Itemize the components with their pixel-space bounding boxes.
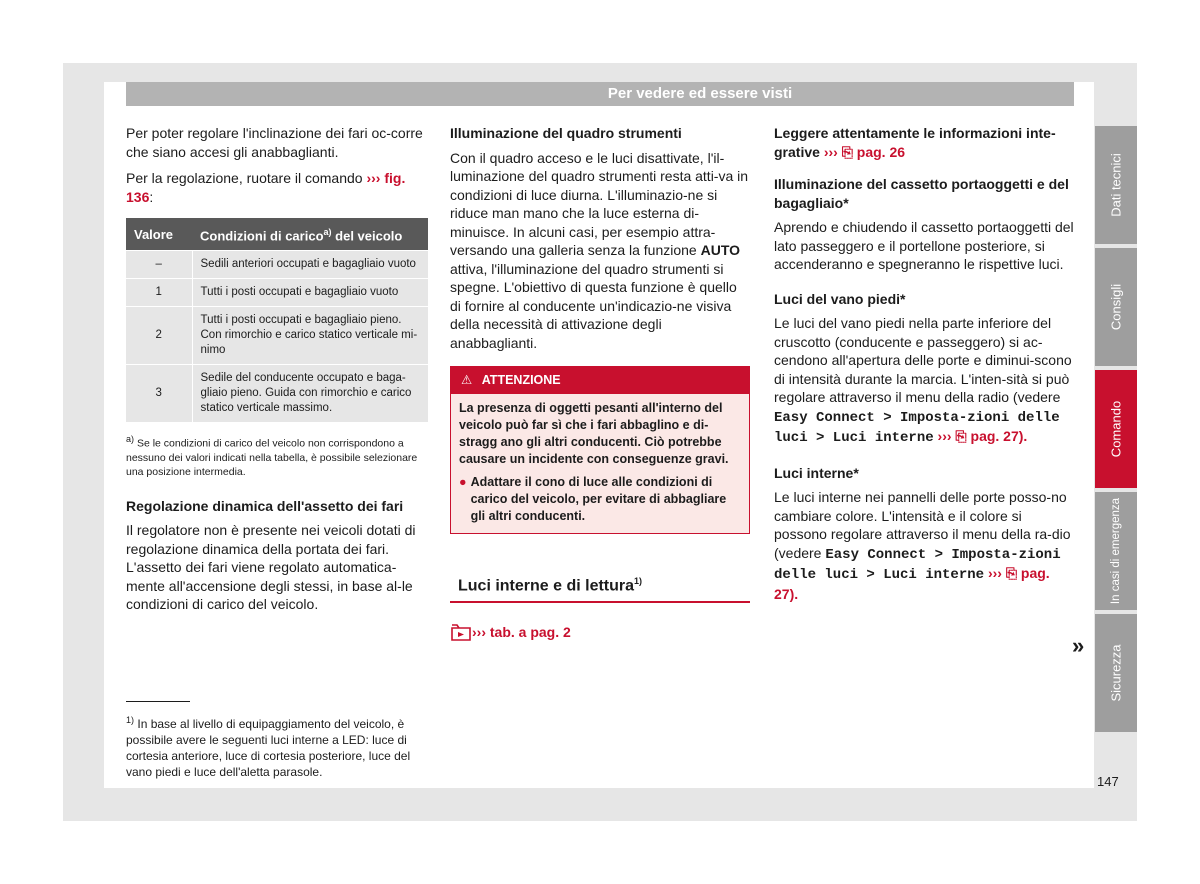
column-header-conditions: Condizioni di carico$^{a)}$ del veicolo [192, 218, 428, 251]
warning-box [450, 366, 750, 534]
table-reference [450, 623, 750, 642]
glovebox-paragraph: Aprendo e chiudendo il cassetto portaoggetti del lato passeggero e il portellone posteriore, si accenderanno e spegneranno le rispettive luci. [774, 219, 1074, 272]
column-right [774, 124, 1074, 611]
page-number: 147 [1097, 774, 1119, 789]
continue-mark: » [1072, 633, 1085, 658]
page-footnote: $^{1)}$ In base al livello di equipaggiamento del veicolo, è possibile avere le seguenti luci interne a LED: luce di cortesia anteriore, luce di cortesia posteriore, luce del vano piedi e luce dell'aletta parasole. [126, 715, 411, 779]
intro-paragraph: Per poter regolare l'inclinazione dei fari oc-corre che siano accesi gli anabbaglianti. [126, 125, 423, 160]
footwell-paragraph: Le luci del vano piedi nella parte inferiore del cruscotto (conducente e passeggero) si ac-cendono all'apertura delle porte e diminui-scono di intensità durante la marcia. L'inten-sità si può regolare attraverso il menu della radio (vedere Easy Connect > Imposta-zioni delle luci > Luci interne ››› ⎘ pag. 27). [774, 315, 1072, 446]
table-row: – Sedili anteriori occupati e bagagliaio vuoto [126, 251, 428, 279]
auto-symbol: AUTO [700, 242, 741, 258]
menu-path: Easy Connect > Imposta-zioni delle luci > Luci interne [774, 409, 1060, 446]
chapter-tabs [1095, 126, 1137, 736]
table-row: 2 Tutti i posti occupati e bagagliaio pieno. Con rimorchio e carico statico verticale mi-nimo [126, 307, 428, 365]
tab-dati-tecnici[interactable]: Dati tecnici [1095, 126, 1137, 244]
figure-link[interactable]: ››› fig. 136 [126, 170, 406, 205]
column-left [126, 124, 428, 622]
interior-lights-paragraph: Le luci interne nei pannelli delle porte posso-no cambiare colore. L'intensità e il colore si possono regolare attraverso il menu della ra-dio (vedere Easy Connect > Imposta-zioni delle luci > Luci interne ››› ⎘ pag. 27). [774, 489, 1071, 602]
section-header: Per vedere ed essere visti [126, 82, 1074, 106]
table-reference-icon [450, 624, 472, 642]
menu-path: Easy Connect > Imposta-zioni delle luci > Luci interne [774, 546, 1061, 583]
tab-consigli[interactable]: Consigli [1095, 248, 1137, 366]
instrument-lighting-paragraph: Con il quadro acceso e le luci disattivate, l'il-luminazione del quadro strumenti resta atti-va in condizioni di luce diurna. L'illuminazio-ne si riduce man mano che la luce esterna di-minuisce. In alcuni casi, per esempio attra-versando una galleria senza la funzione AUTO attiva, l'illuminazione del quadro strumenti si spegne. L'obiettivo di questa funzione è quello di fornire al conducente un'indicazio-ne visiva della necessità di attivazione degli anabbaglianti. [450, 149, 749, 351]
tab-casi-di-emergenza[interactable]: In casi di emergenza [1095, 492, 1137, 610]
regulation-paragraph: Per la regolazione, ruotare il comando ››› fig. 136: [126, 170, 406, 205]
table-row: 3 Sedile del conducente occupato e baga-gliaio pieno. Guida con rimorchio e carico statico verticale massimo. [126, 365, 428, 423]
warning-triangle-icon: ⚠ [461, 373, 473, 387]
column-middle [450, 124, 750, 642]
tab-comando[interactable]: Comando [1095, 370, 1137, 488]
heading-glovebox-lighting: Illuminazione del cassetto portaoggetti e del bagagliaio* [774, 176, 1069, 211]
tab-sicurezza[interactable]: Sicurezza [1095, 614, 1137, 732]
heading-read-info: Leggere attentamente le informazioni inte-grative ››› ⎘ pag. 26 [774, 125, 1056, 160]
page-link-26[interactable]: ››› ⎘ pag. 26 [823, 143, 906, 160]
warning-body: La presenza di oggetti pesanti all'interno del veicolo può far sì che i fari abbaglino e di-stragg ano gli altri conducenti. Ciò potrebbe causare un incidente con conseguenze gravi. ● Adattare il cono di luce alle condizioni di carico del veicolo, per evitare di abbagliare gli altri conducenti. [451, 394, 749, 533]
book-icon: ⎘ [955, 428, 967, 444]
column-header-valore: Valore [126, 218, 192, 251]
load-conditions-table [126, 218, 428, 422]
table-footnote: $^{a)}$ Se le condizioni di carico del veicolo non corrispondono a nessuno dei valori indicati nella tabella, è possibile selezionare una posizione intermedia. [126, 434, 418, 478]
footnote-divider [126, 701, 190, 702]
table-row: 1 Tutti i posti occupati e bagagliaio vuoto [126, 279, 428, 307]
page-link-27[interactable]: ››› ⎘ pag. 27). [937, 428, 1028, 444]
heading-dynamic-regulation: Regolazione dinamica dell'assetto dei fari [126, 497, 404, 514]
book-icon: ⎘ [1005, 565, 1018, 581]
section-title-interior-lights: Luci interne e di lettura$^{1)}$ [450, 572, 750, 604]
book-icon: ⎘ [841, 143, 853, 160]
warning-bullet: ● Adattare il cono di luce alle condizioni di carico del veicolo, per evitare di abbagliare gli altri conducenti. [459, 474, 727, 523]
page-link-27[interactable]: ››› ⎘ pag. 27). [774, 565, 1050, 602]
warning-header: ⚠ ATTENZIONE [451, 367, 749, 394]
table-link[interactable]: ››› tab. a pag. 2 [472, 624, 571, 641]
bullet-icon: ● [459, 474, 467, 489]
dynamic-regulation-paragraph: Il regolatore non è presente nei veicoli dotati di regolazione dinamica della portata dei fari. L'assetto dei fari viene regolato automatica-mente all'accensione degli stessi, in base al-le condizioni di carico del veicolo. [126, 522, 416, 613]
heading-footwell-lights: Luci del vano piedi* [774, 290, 906, 307]
heading-instrument-lighting: Illuminazione del quadro strumenti [450, 125, 682, 141]
heading-interior-lights: Luci interne* [774, 464, 859, 481]
